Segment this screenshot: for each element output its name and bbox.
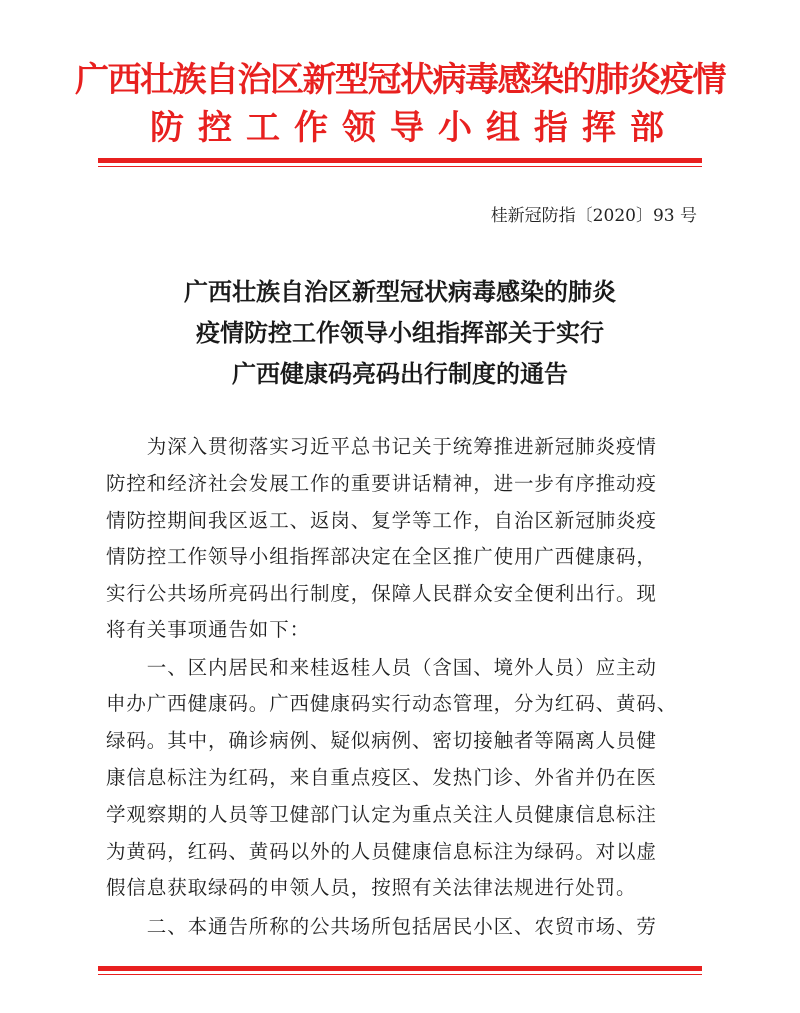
- body-text-line: 情防控工作领导小组指挥部决定在全区推广使用广西健康码，: [106, 545, 657, 568]
- body-text-line: 学观察期的人员等卫健部门认定为重点关注人员健康信息标注: [106, 803, 657, 826]
- body-text-line: 绿码。其中，确诊病例、疑似病例、密切接触者等隔离人员健: [106, 729, 657, 752]
- notice-title-line-1: 广西壮族自治区新型冠状病毒感染的肺炎: [184, 277, 616, 306]
- notice-title-line-3: 广西健康码亮码出行制度的通告: [232, 359, 568, 388]
- body-text-line: 为黄码，红码、黄码以外的人员健康信息标注为绿码。对以虚: [106, 840, 657, 863]
- body-text-line: 将有关事项通告如下：: [106, 618, 311, 641]
- header-red-rule-thin: [98, 166, 702, 167]
- body-text-line: 一、区内居民和来桂返桂人员（含国、境外人员）应主动: [106, 656, 657, 679]
- body-text-line: 为深入贯彻落实习近平总书记关于统筹推进新冠肺炎疫情: [106, 435, 657, 458]
- body-text-line: 情防控期间我区返工、返岗、复学等工作，自治区新冠肺炎疫: [106, 509, 657, 532]
- document-number: 桂新冠防指〔2020〕93 号: [490, 206, 697, 226]
- body-text-line: 康信息标注为红码，来自重点疫区、发热门诊、外省并仍在医: [106, 766, 657, 789]
- body-text-line: 申办广西健康码。广西健康码实行动态管理，分为红码、黄码、: [106, 692, 678, 715]
- body-text-line: 实行公共场所亮码出行制度，保障人民群众安全便利出行。现: [106, 582, 657, 605]
- footer-red-rule-thin: [98, 974, 702, 975]
- footer-red-rule-thick: [98, 966, 702, 971]
- body-text-line: 二、本通告所称的公共场所包括居民小区、农贸市场、劳: [106, 915, 657, 938]
- header-red-rule-thick: [98, 158, 702, 163]
- org-header-line-2: 防控工作领导小组指挥部: [150, 108, 678, 148]
- notice-title-line-2: 疫情防控工作领导小组指挥部关于实行: [196, 318, 604, 347]
- org-header-line-1: 广西壮族自治区新型冠状病毒感染的肺炎疫情: [75, 60, 725, 100]
- body-text-line: 假信息获取绿码的申领人员，按照有关法律法规进行处罚。: [106, 876, 637, 899]
- body-text-line: 防控和经济社会发展工作的重要讲话精神，进一步有序推动疫: [106, 472, 657, 495]
